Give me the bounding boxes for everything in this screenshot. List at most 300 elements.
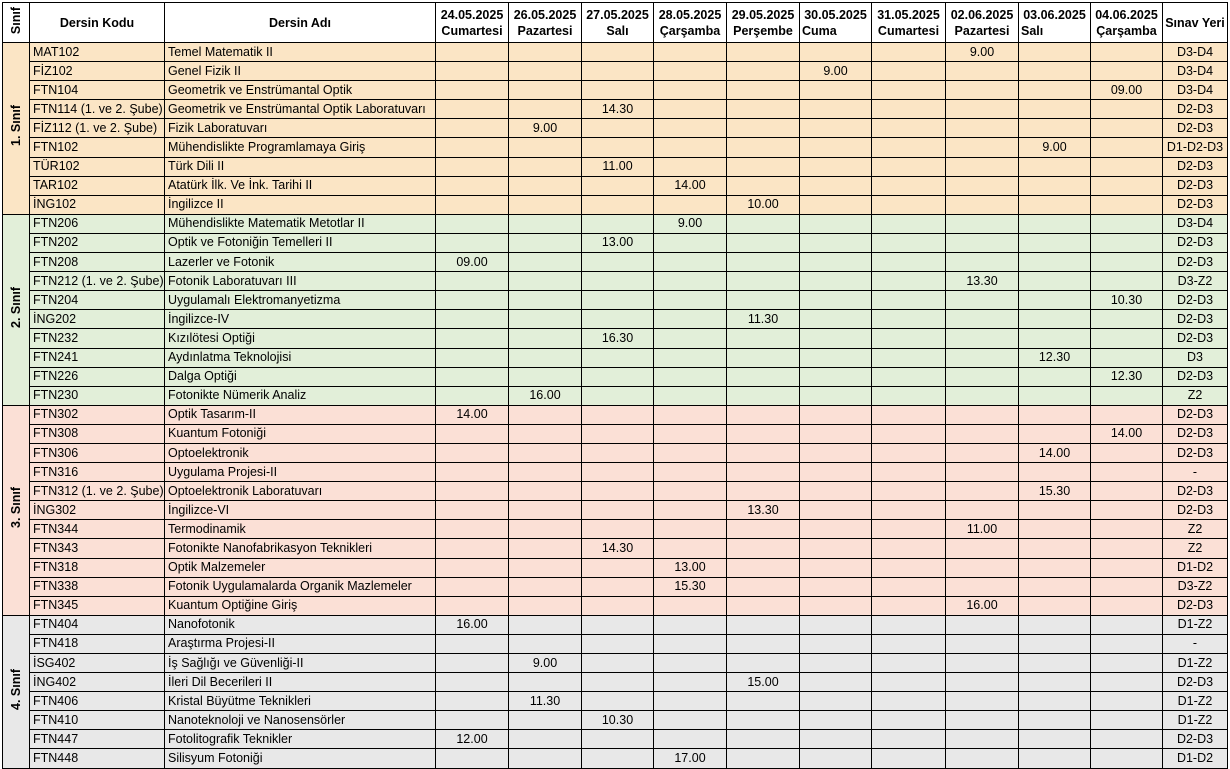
exam-time-cell <box>800 291 872 310</box>
table-row <box>3 329 1228 348</box>
exam-location: D2-D3 <box>1163 424 1228 443</box>
exam-time-cell <box>582 272 654 291</box>
table-row <box>3 634 1228 653</box>
exam-time-cell <box>654 100 727 119</box>
exam-time-cell: 12.30 <box>1091 367 1163 386</box>
exam-location: D2-D3 <box>1163 443 1228 462</box>
exam-time-cell <box>1091 577 1163 596</box>
exam-time-cell <box>654 424 727 443</box>
exam-time-cell <box>509 81 582 100</box>
exam-time-cell <box>1019 81 1091 100</box>
header-date-3 <box>654 3 727 43</box>
exam-time-cell <box>509 463 582 482</box>
exam-location: D2-D3 <box>1163 100 1228 119</box>
exam-time-cell: 16.00 <box>509 386 582 405</box>
exam-time-cell <box>1091 214 1163 233</box>
exam-time-cell <box>509 100 582 119</box>
course-name: Kristal Büyütme Teknikleri <box>165 692 436 711</box>
exam-time-cell <box>654 310 727 329</box>
exam-time-cell: 14.00 <box>436 405 509 424</box>
exam-time-cell <box>436 577 509 596</box>
exam-time-cell <box>727 348 800 367</box>
exam-time-cell <box>654 157 727 176</box>
exam-time-cell <box>1019 329 1091 348</box>
class-year-cell <box>3 615 30 768</box>
course-name: Lazerler ve Fotonik <box>165 253 436 272</box>
exam-time-cell <box>1091 501 1163 520</box>
exam-time-cell <box>727 692 800 711</box>
table-row <box>3 81 1228 100</box>
exam-time-cell <box>436 119 509 138</box>
course-code: FTN232 <box>30 329 165 348</box>
exam-time-cell <box>800 482 872 501</box>
table-row <box>3 233 1228 252</box>
exam-time-cell <box>872 62 946 81</box>
header-date-value: 31.05.2025 <box>877 7 940 22</box>
exam-time-cell <box>509 634 582 653</box>
exam-time-cell <box>509 195 582 214</box>
table-row <box>3 482 1228 501</box>
table-row <box>3 749 1228 768</box>
course-code: FTN302 <box>30 405 165 424</box>
course-code: FİZ112 (1. ve 2. Şube) <box>30 119 165 138</box>
exam-location: D2-D3 <box>1163 157 1228 176</box>
exam-time-cell <box>872 367 946 386</box>
table-row <box>3 520 1228 539</box>
exam-time-cell <box>436 749 509 768</box>
header-day-name: Cumartesi <box>877 23 940 38</box>
table-row <box>3 310 1228 329</box>
exam-time-cell <box>800 673 872 692</box>
course-code: TÜR102 <box>30 157 165 176</box>
exam-time-cell <box>1091 443 1163 462</box>
exam-time-cell <box>946 329 1019 348</box>
exam-time-cell <box>727 386 800 405</box>
exam-time-cell: 14.00 <box>1019 443 1091 462</box>
exam-time-cell <box>1091 329 1163 348</box>
table-row <box>3 615 1228 634</box>
exam-time-cell <box>1019 272 1091 291</box>
exam-time-cell <box>727 558 800 577</box>
exam-time-cell <box>872 443 946 462</box>
exam-time-cell <box>654 233 727 252</box>
exam-location: Z2 <box>1163 520 1228 539</box>
exam-time-cell <box>800 749 872 768</box>
exam-time-cell <box>800 138 872 157</box>
exam-time-cell <box>436 367 509 386</box>
exam-time-cell: 15.30 <box>1019 482 1091 501</box>
exam-time-cell <box>1019 673 1091 692</box>
exam-time-cell <box>727 100 800 119</box>
exam-time-cell <box>1091 195 1163 214</box>
exam-time-cell <box>946 443 1019 462</box>
exam-time-cell <box>654 386 727 405</box>
exam-time-cell <box>946 749 1019 768</box>
exam-time-cell <box>800 348 872 367</box>
exam-time-cell <box>727 214 800 233</box>
exam-time-cell <box>727 443 800 462</box>
exam-time-cell <box>509 157 582 176</box>
exam-time-cell <box>727 176 800 195</box>
exam-time-cell <box>436 634 509 653</box>
exam-time-cell <box>727 119 800 138</box>
exam-time-cell <box>654 119 727 138</box>
exam-time-cell: 11.00 <box>582 157 654 176</box>
header-date-value: 30.05.2025 <box>804 7 867 22</box>
exam-location: D3-D4 <box>1163 62 1228 81</box>
exam-time-cell <box>509 367 582 386</box>
exam-time-cell <box>872 214 946 233</box>
exam-time-cell <box>436 176 509 195</box>
exam-time-cell <box>872 615 946 634</box>
exam-time-cell <box>727 463 800 482</box>
exam-time-cell <box>436 386 509 405</box>
header-day-name: Çarşamba <box>1096 23 1157 38</box>
exam-time-cell <box>800 463 872 482</box>
table-row <box>3 62 1228 81</box>
course-code: İNG202 <box>30 310 165 329</box>
course-code: FTN312 (1. ve 2. Şube) <box>30 482 165 501</box>
exam-location: D2-D3 <box>1163 310 1228 329</box>
exam-time-cell <box>1091 386 1163 405</box>
exam-time-cell <box>654 654 727 673</box>
exam-time-cell <box>872 558 946 577</box>
exam-time-cell <box>582 176 654 195</box>
exam-time-cell: 10.00 <box>727 195 800 214</box>
exam-time-cell <box>872 310 946 329</box>
exam-time-cell <box>946 348 1019 367</box>
header-date-value: 24.05.2025 <box>440 7 504 22</box>
exam-time-cell <box>1091 749 1163 768</box>
table-row <box>3 195 1228 214</box>
exam-location: D2-D3 <box>1163 730 1228 749</box>
exam-time-cell <box>582 596 654 615</box>
exam-time-cell <box>946 558 1019 577</box>
header-date-8 <box>1019 3 1091 43</box>
course-name: Geometrik ve Enstrümantal Optik <box>165 81 436 100</box>
course-code: FTN306 <box>30 443 165 462</box>
exam-time-cell <box>582 615 654 634</box>
exam-time-cell <box>436 43 509 62</box>
exam-time-cell <box>946 711 1019 730</box>
header-date-value: 03.06.2025 <box>1023 7 1086 22</box>
table-row <box>3 367 1228 386</box>
exam-time-cell <box>436 482 509 501</box>
exam-time-cell <box>582 443 654 462</box>
exam-time-cell <box>509 577 582 596</box>
exam-time-cell <box>1091 310 1163 329</box>
course-code: İNG302 <box>30 501 165 520</box>
exam-location: D1-Z2 <box>1163 615 1228 634</box>
exam-time-cell <box>946 482 1019 501</box>
exam-time-cell: 17.00 <box>654 749 727 768</box>
exam-time-cell: 16.00 <box>946 596 1019 615</box>
course-name: Temel Matematik II <box>165 43 436 62</box>
exam-time-cell: 09.00 <box>436 253 509 272</box>
exam-time-cell <box>436 138 509 157</box>
table-row <box>3 424 1228 443</box>
header-course-name: Dersin Adı <box>165 3 436 43</box>
course-name: Aydınlatma Teknolojisi <box>165 348 436 367</box>
exam-time-cell <box>582 749 654 768</box>
exam-time-cell <box>582 577 654 596</box>
exam-time-cell: 12.30 <box>1019 348 1091 367</box>
exam-time-cell <box>800 577 872 596</box>
course-code: FTN308 <box>30 424 165 443</box>
exam-time-cell <box>727 253 800 272</box>
exam-time-cell: 13.00 <box>654 558 727 577</box>
exam-time-cell <box>1019 577 1091 596</box>
exam-location: D2-D3 <box>1163 673 1228 692</box>
exam-time-cell <box>582 501 654 520</box>
exam-time-cell <box>946 253 1019 272</box>
exam-time-cell <box>872 577 946 596</box>
exam-time-cell <box>800 405 872 424</box>
exam-time-cell <box>1091 730 1163 749</box>
exam-time-cell: 13.30 <box>946 272 1019 291</box>
exam-time-cell <box>872 291 946 310</box>
exam-time-cell: 9.00 <box>1019 138 1091 157</box>
exam-time-cell <box>872 348 946 367</box>
course-code: FTN241 <box>30 348 165 367</box>
course-name: Optik Tasarım-II <box>165 405 436 424</box>
exam-time-cell <box>872 520 946 539</box>
exam-time-cell <box>582 558 654 577</box>
exam-time-cell <box>582 310 654 329</box>
exam-time-cell <box>727 233 800 252</box>
table-row <box>3 214 1228 233</box>
course-code: İNG402 <box>30 673 165 692</box>
exam-time-cell <box>1091 253 1163 272</box>
exam-time-cell <box>1019 367 1091 386</box>
exam-time-cell: 9.00 <box>654 214 727 233</box>
exam-time-cell <box>1019 501 1091 520</box>
header-day-name: Pazartesi <box>954 23 1010 38</box>
exam-time-cell <box>800 43 872 62</box>
header-date-0 <box>436 3 509 43</box>
header-course-code: Dersin Kodu <box>30 3 165 43</box>
table-row <box>3 558 1228 577</box>
exam-time-cell <box>654 539 727 558</box>
course-code: FTN345 <box>30 596 165 615</box>
exam-time-cell <box>436 463 509 482</box>
exam-time-cell <box>509 253 582 272</box>
table-row <box>3 176 1228 195</box>
course-code: FTN448 <box>30 749 165 768</box>
course-name: Kuantum Optiğine Giriş <box>165 596 436 615</box>
exam-time-cell <box>946 367 1019 386</box>
course-name: Mühendislikte Matematik Metotlar II <box>165 214 436 233</box>
table-row <box>3 157 1228 176</box>
exam-time-cell <box>727 520 800 539</box>
exam-time-cell <box>872 482 946 501</box>
exam-time-cell: 9.00 <box>509 119 582 138</box>
exam-time-cell <box>582 291 654 310</box>
exam-time-cell: 9.00 <box>509 654 582 673</box>
exam-time-cell <box>436 558 509 577</box>
exam-time-cell <box>872 501 946 520</box>
exam-time-cell <box>436 81 509 100</box>
course-code: İNG102 <box>30 195 165 214</box>
exam-location: - <box>1163 463 1228 482</box>
exam-time-cell <box>727 634 800 653</box>
exam-time-cell <box>872 596 946 615</box>
table-row <box>3 443 1228 462</box>
exam-location: D3-D4 <box>1163 214 1228 233</box>
table-row <box>3 43 1228 62</box>
exam-time-cell <box>436 233 509 252</box>
exam-time-cell <box>1019 43 1091 62</box>
exam-time-cell <box>582 463 654 482</box>
exam-location: D2-D3 <box>1163 482 1228 501</box>
exam-time-cell <box>872 329 946 348</box>
exam-time-cell <box>946 424 1019 443</box>
course-name: Geometrik ve Enstrümantal Optik Laboratuvarı <box>165 100 436 119</box>
header-date-value: 04.06.2025 <box>1095 7 1158 22</box>
exam-time-cell <box>1091 654 1163 673</box>
exam-time-cell <box>654 291 727 310</box>
table-row <box>3 501 1228 520</box>
exam-time-cell <box>509 558 582 577</box>
exam-time-cell <box>436 424 509 443</box>
exam-time-cell <box>946 195 1019 214</box>
exam-time-cell <box>1019 558 1091 577</box>
exam-time-cell <box>800 730 872 749</box>
exam-time-cell <box>800 711 872 730</box>
exam-time-cell <box>1019 214 1091 233</box>
exam-time-cell <box>946 577 1019 596</box>
table-row <box>3 577 1228 596</box>
course-name: Fotonikte Nümerik Analiz <box>165 386 436 405</box>
exam-time-cell <box>872 539 946 558</box>
exam-time-cell <box>1091 272 1163 291</box>
class-year-label: 4. Sınıf <box>8 668 23 710</box>
exam-time-cell <box>436 501 509 520</box>
exam-schedule-table <box>2 2 1228 769</box>
exam-time-cell <box>727 539 800 558</box>
table-row <box>3 405 1228 424</box>
exam-time-cell <box>654 443 727 462</box>
exam-time-cell <box>1019 386 1091 405</box>
exam-time-cell <box>509 711 582 730</box>
header-date-value: 28.05.2025 <box>658 7 722 22</box>
exam-location: D1-Z2 <box>1163 654 1228 673</box>
exam-time-cell <box>800 119 872 138</box>
exam-time-cell <box>509 501 582 520</box>
exam-time-cell <box>654 711 727 730</box>
course-code: FİZ102 <box>30 62 165 81</box>
exam-time-cell <box>1091 711 1163 730</box>
exam-time-cell <box>582 214 654 233</box>
exam-time-cell: 15.30 <box>654 577 727 596</box>
exam-time-cell <box>800 233 872 252</box>
exam-time-cell <box>509 405 582 424</box>
exam-time-cell <box>800 195 872 214</box>
exam-time-cell <box>654 405 727 424</box>
exam-time-cell <box>872 176 946 195</box>
exam-time-cell <box>1019 119 1091 138</box>
exam-time-cell <box>800 214 872 233</box>
exam-time-cell <box>800 329 872 348</box>
exam-location: D2-D3 <box>1163 367 1228 386</box>
schedule-body <box>3 43 1228 769</box>
header-date-2 <box>582 3 654 43</box>
table-row <box>3 291 1228 310</box>
exam-time-cell <box>436 654 509 673</box>
exam-time-cell: 14.30 <box>582 100 654 119</box>
course-code: FTN404 <box>30 615 165 634</box>
exam-time-cell: 9.00 <box>800 62 872 81</box>
exam-time-cell <box>800 176 872 195</box>
exam-time-cell <box>654 329 727 348</box>
exam-time-cell <box>436 214 509 233</box>
exam-time-cell <box>872 386 946 405</box>
table-row <box>3 596 1228 615</box>
exam-time-cell <box>436 329 509 348</box>
exam-time-cell <box>800 596 872 615</box>
exam-time-cell <box>654 692 727 711</box>
exam-time-cell <box>727 424 800 443</box>
exam-time-cell: 11.30 <box>509 692 582 711</box>
exam-time-cell: 11.00 <box>946 520 1019 539</box>
exam-time-cell <box>582 424 654 443</box>
exam-time-cell <box>946 157 1019 176</box>
exam-time-cell <box>727 730 800 749</box>
exam-time-cell <box>654 81 727 100</box>
course-name: Genel Fizik II <box>165 62 436 81</box>
exam-time-cell <box>800 520 872 539</box>
header-date-value: 27.05.2025 <box>586 7 649 22</box>
exam-location: D2-D3 <box>1163 405 1228 424</box>
exam-time-cell <box>946 673 1019 692</box>
exam-time-cell <box>582 520 654 539</box>
exam-time-cell <box>1019 100 1091 119</box>
exam-time-cell <box>509 62 582 81</box>
course-name: Kızılötesi Optiği <box>165 329 436 348</box>
exam-time-cell <box>582 692 654 711</box>
exam-time-cell <box>727 615 800 634</box>
exam-time-cell <box>654 253 727 272</box>
exam-time-cell <box>654 615 727 634</box>
exam-location: Z2 <box>1163 386 1228 405</box>
exam-time-cell <box>872 424 946 443</box>
header-day-name: Perşembe <box>733 23 793 38</box>
exam-time-cell <box>727 272 800 291</box>
exam-time-cell <box>436 443 509 462</box>
exam-time-cell <box>800 100 872 119</box>
exam-time-cell <box>946 405 1019 424</box>
header-day-name: Cumartesi <box>441 23 503 38</box>
course-code: FTN343 <box>30 539 165 558</box>
exam-time-cell <box>654 634 727 653</box>
exam-time-cell: 14.30 <box>582 539 654 558</box>
exam-location: D2-D3 <box>1163 291 1228 310</box>
table-row <box>3 673 1228 692</box>
exam-time-cell <box>872 654 946 673</box>
exam-time-cell <box>946 539 1019 558</box>
course-code: İSG402 <box>30 654 165 673</box>
course-code: FTN114 (1. ve 2. Şube) <box>30 100 165 119</box>
exam-time-cell <box>1019 62 1091 81</box>
table-row <box>3 272 1228 291</box>
exam-time-cell <box>1091 539 1163 558</box>
table-row <box>3 692 1228 711</box>
course-code: FTN418 <box>30 634 165 653</box>
exam-time-cell <box>872 253 946 272</box>
exam-time-cell <box>654 463 727 482</box>
exam-time-cell <box>654 730 727 749</box>
course-code: FTN410 <box>30 711 165 730</box>
